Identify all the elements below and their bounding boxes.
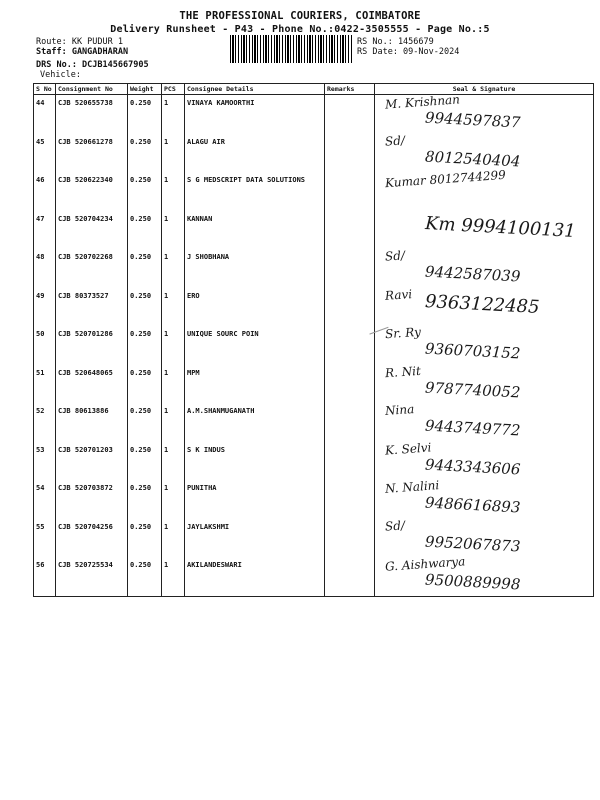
cell-consignment: CJB 520702268 [56,249,128,288]
col-header-pcs: PCS [162,84,185,95]
handwritten-phone: 9360703152 [424,339,521,363]
cell-consignee: ALAGU AIR [185,134,325,173]
table-row [34,442,594,481]
cell-pcs: 1 [162,172,185,211]
table-row [34,365,594,404]
vehicle-label: Vehicle: [40,70,81,80]
cell-sno: 54 [34,480,56,519]
table-row [34,249,594,288]
cell-consignee: J SHOBHANA [185,249,325,288]
cell-pcs: 1 [162,249,185,288]
cell-sno: 44 [34,95,56,134]
cell-signature [375,554,594,596]
cell-consignee: AKILANDESWARI [185,557,325,596]
cell-consignment: CJB 520701286 [56,326,128,365]
handwritten-phone: 9952067873 [424,532,521,555]
handwritten-signature: K. Selvi [384,439,432,458]
table-row [34,326,594,365]
cell-weight: 0.250 [128,403,162,442]
cell-signature [375,365,594,404]
cell-sno: 52 [34,403,56,442]
cell-pcs: 1 [162,365,185,404]
handwritten-signature: Sr. Ry [384,324,422,342]
cell-consignment: CJB 520701203 [56,442,128,481]
cell-pcs: 1 [162,480,185,519]
col-header-signature: Seal & Signature [375,84,594,95]
col-header-consignee: Consignee Details [185,84,325,95]
cell-remarks [325,557,375,596]
table-row [34,480,594,519]
cell-weight: 0.250 [128,211,162,250]
handwritten-signature: R. Nit [384,363,422,380]
cell-pcs: 1 [162,557,185,596]
cell-sno: 51 [34,365,56,404]
col-header-remarks: Remarks [325,84,375,95]
runsheet-title: Delivery Runsheet - P43 - Phone No.:0422-3505555 - Page No.:5 [110,24,490,35]
cell-sno: 53 [34,442,56,481]
cell-remarks [325,519,375,558]
table-row [34,288,594,327]
cell-weight: 0.250 [128,519,162,558]
rs-number: RS No.: 1456679 [357,37,434,47]
cell-consignment: CJB 520648065 [56,365,128,404]
cell-sno: 48 [34,249,56,288]
handwritten-phone: 9363122485 [424,290,541,318]
cell-weight: 0.250 [128,480,162,519]
table-row [34,403,594,442]
cell-sno: 56 [34,557,56,596]
cell-consignee: MPM [185,365,325,404]
col-header-consignment: Consignment No [56,84,128,95]
handwritten-phone: 8012540404 [424,147,521,170]
table-row [34,211,594,250]
table-row [34,557,594,596]
col-header-sno: S No [34,84,56,95]
runsheet-table [33,83,594,597]
cell-remarks [325,326,375,365]
cell-weight: 0.250 [128,442,162,481]
cell-signature [375,134,594,173]
cell-weight: 0.250 [128,134,162,173]
handwritten-signature: M. Krishnan [384,92,461,112]
cell-remarks [325,172,375,211]
handwritten-phone: Km 9994100131 [424,212,577,242]
cell-consignee: ERO [185,288,325,327]
cell-consignment: CJB 520655738 [56,95,128,134]
cell-remarks [325,480,375,519]
cell-sno: 50 [34,326,56,365]
cell-remarks [325,134,375,173]
table-row [34,134,594,173]
handwritten-signature: N. Nalini [384,478,440,496]
cell-signature [375,480,594,519]
cell-sno: 45 [34,134,56,173]
cell-pcs: 1 [162,442,185,481]
cell-consignment: CJB 520661278 [56,134,128,173]
cell-remarks [325,249,375,288]
handwritten-signature: Sd/ [384,517,406,534]
cell-consignment: CJB 520704256 [56,519,128,558]
cell-consignee: UNIQUE SOURC POIN [185,326,325,365]
handwritten-phone: 9486616893 [424,493,521,517]
cell-pcs: 1 [162,519,185,558]
table-header-row [34,84,594,95]
table-row [34,172,594,211]
cell-weight: 0.250 [128,95,162,134]
handwritten-phone: 9443343606 [424,455,521,478]
cell-pcs: 1 [162,288,185,327]
cell-consignment: CJB 520703872 [56,480,128,519]
cell-weight: 0.250 [128,172,162,211]
table-row [34,519,594,558]
cell-pcs: 1 [162,326,185,365]
handwritten-phone: 9442587039 [424,262,521,286]
staff-label: Staff: GANGADHARAN [36,47,129,57]
cell-consignee: VINAYA KAMOORTHI [185,95,325,134]
cell-weight: 0.250 [128,365,162,404]
handwritten-signature: Ravi [384,286,413,303]
cell-signature [375,326,594,365]
handwritten-signature: Sd/ [384,132,406,149]
cell-pcs: 1 [162,211,185,250]
cell-signature [375,92,594,134]
cell-consignment: CJB 80613886 [56,403,128,442]
barcode [230,35,352,63]
cell-pcs: 1 [162,95,185,134]
cell-consignee: PUNITHA [185,480,325,519]
cell-consignment: CJB 80373527 [56,288,128,327]
cell-signature [375,519,594,558]
cell-signature [375,439,594,481]
cell-consignee: S G MEDSCRIPT DATA SOLUTIONS [185,172,325,211]
handwritten-phone: 9944597837 [424,108,521,132]
cell-consignment: CJB 520704234 [56,211,128,250]
col-header-weight: Weight [128,84,162,95]
company-title: THE PROFESSIONAL COURIERS, COIMBATORE [179,10,421,22]
cell-weight: 0.250 [128,557,162,596]
cell-consignment: CJB 520725534 [56,557,128,596]
route-label: Route: KK PUDUR 1 [36,37,123,47]
handwritten-signature: Sd/ [384,248,406,264]
cell-consignee: KANNAN [185,211,325,250]
cell-sno: 47 [34,211,56,250]
table-row [34,95,594,134]
cell-sno: 55 [34,519,56,558]
handwritten-signature: G. Aishwarya [384,554,466,574]
cell-weight: 0.250 [128,249,162,288]
cell-signature [375,288,594,327]
cell-pcs: 1 [162,134,185,173]
handwritten-signature: Kumar 8012744299 [384,167,507,191]
handwritten-phone: 9787740052 [424,378,521,401]
cell-remarks [325,403,375,442]
cell-remarks [325,288,375,327]
rs-date: RS Date: 09-Nov-2024 [357,47,460,57]
cell-pcs: 1 [162,403,185,442]
cell-consignee: A.M.SHANMUGANATH [185,403,325,442]
cell-signature [375,249,594,288]
handwritten-signature: Nina [384,401,415,419]
cell-consignee: JAYLAKSHMI [185,519,325,558]
cell-weight: 0.250 [128,326,162,365]
cell-weight: 0.250 [128,288,162,327]
cell-sno: 46 [34,172,56,211]
cell-sno: 49 [34,288,56,327]
cell-consignment: CJB 520622340 [56,172,128,211]
cell-consignee: S K INDUS [185,442,325,481]
cell-remarks [325,95,375,134]
cell-remarks [325,365,375,404]
handwritten-phone: 9500889998 [424,570,521,594]
drs-number: DRS No.: DCJB145667905 [36,60,149,70]
cell-signature [375,167,594,211]
cell-signature [375,403,594,442]
cell-remarks [325,442,375,481]
handwritten-phone: 9443749772 [424,416,521,440]
cell-signature [375,211,594,250]
cell-remarks [325,211,375,250]
